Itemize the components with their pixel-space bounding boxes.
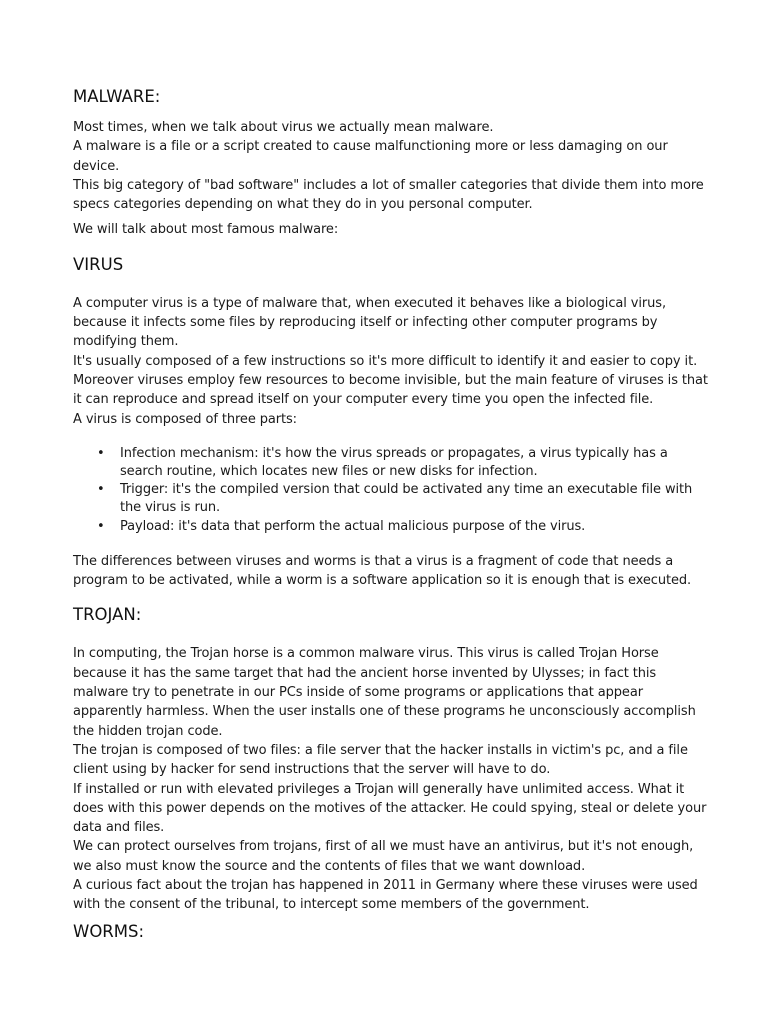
- virus-body: [73, 294, 708, 429]
- list-item-text: Payload: it's data that perform the actual malicious purpose of the virus.: [120, 518, 586, 534]
- virus-closing: The differences between viruses and worms is that a virus is a fragment of code that needs a program to be activated, while a worm is a software application so it is enough that is executed.: [73, 553, 692, 589]
- virus-parts-list: [73, 445, 708, 536]
- trojan-paragraph: If installed or run with elevated privileges a Trojan will generally have unlimited access. What it does with this power depends on the motives of the attacker. He could spying, steal or delete your data and files.: [73, 781, 707, 836]
- heading-virus: VIRUS: [73, 254, 124, 274]
- malware-closing: We will talk about most famous malware:: [73, 222, 339, 238]
- trojan-paragraph: The trojan is composed of two files: a file server that the hacker installs in victim's pc, and a file client using by hacker for send instructions that the server will have to do.: [73, 742, 688, 778]
- virus-paragraph: A computer virus is a type of malware that, when executed it behaves like a biological virus, because it infects some files by reproducing itself or infecting other computer programs by modifying them.: [73, 295, 666, 350]
- malware-paragraph: A malware is a file or a script created to cause malfunctioning more or less damaging on our device.: [73, 139, 668, 174]
- heading-trojan: TROJAN:: [73, 605, 142, 625]
- list-item-text: Trigger: it's the compiled version that could be activated any time an executable file with the virus is run.: [120, 482, 693, 516]
- bullet-icon: •: [97, 482, 105, 498]
- trojan-paragraph: We can protect ourselves from trojans, first of all we must have an antivirus, but it's not enough, we also must know the source and the contents of files that we want download.: [73, 839, 694, 874]
- malware-body: [73, 118, 708, 214]
- bullet-icon: •: [97, 445, 105, 461]
- list-item-text: Infection mechanism: it's how the virus spreads or propagates, a virus typically has a search routine, which locates new files or new disks for infection.: [120, 445, 668, 480]
- bullet-icon: •: [97, 518, 105, 534]
- heading-malware: MALWARE:: [73, 87, 161, 106]
- trojan-paragraph: A curious fact about the trojan has happened in 2011 in Germany where these viruses were used with the consent of the tribunal, to intercept some members of the government.: [73, 878, 698, 913]
- trojan-body: [73, 644, 708, 914]
- malware-paragraph: Most times, when we talk about virus we actually mean malware.: [73, 120, 494, 135]
- virus-paragraph: It's usually composed of a few instructions so it's more difficult to identify it and easier to copy it.: [73, 353, 698, 369]
- heading-worms: WORMS:: [73, 921, 145, 941]
- malware-paragraph: This big category of "bad software" includes a lot of smaller categories that divide them into more specs categories depending on what they do in you personal computer.: [73, 177, 704, 213]
- list-item: [73, 481, 708, 517]
- virus-paragraph: A virus is composed of three parts:: [73, 411, 297, 427]
- trojan-paragraph: In computing, the Trojan horse is a common malware virus. This virus is called Trojan Horse because it has the same target that had the ancient horse invented by Ulysses; in fact this malware try to penetrate in our PCs inside of some programs or applications that appear apparently harmless. When the user installs one of these programs he unconsciously accomplish the hidden trojan code.: [73, 646, 696, 739]
- virus-paragraph: Moreover viruses employ few resources to become invisible, but the main feature of viruses is that it can reproduce and spread itself on your computer every time you open the infected file.: [73, 372, 708, 408]
- list-item: [73, 518, 708, 536]
- list-item: [73, 445, 708, 481]
